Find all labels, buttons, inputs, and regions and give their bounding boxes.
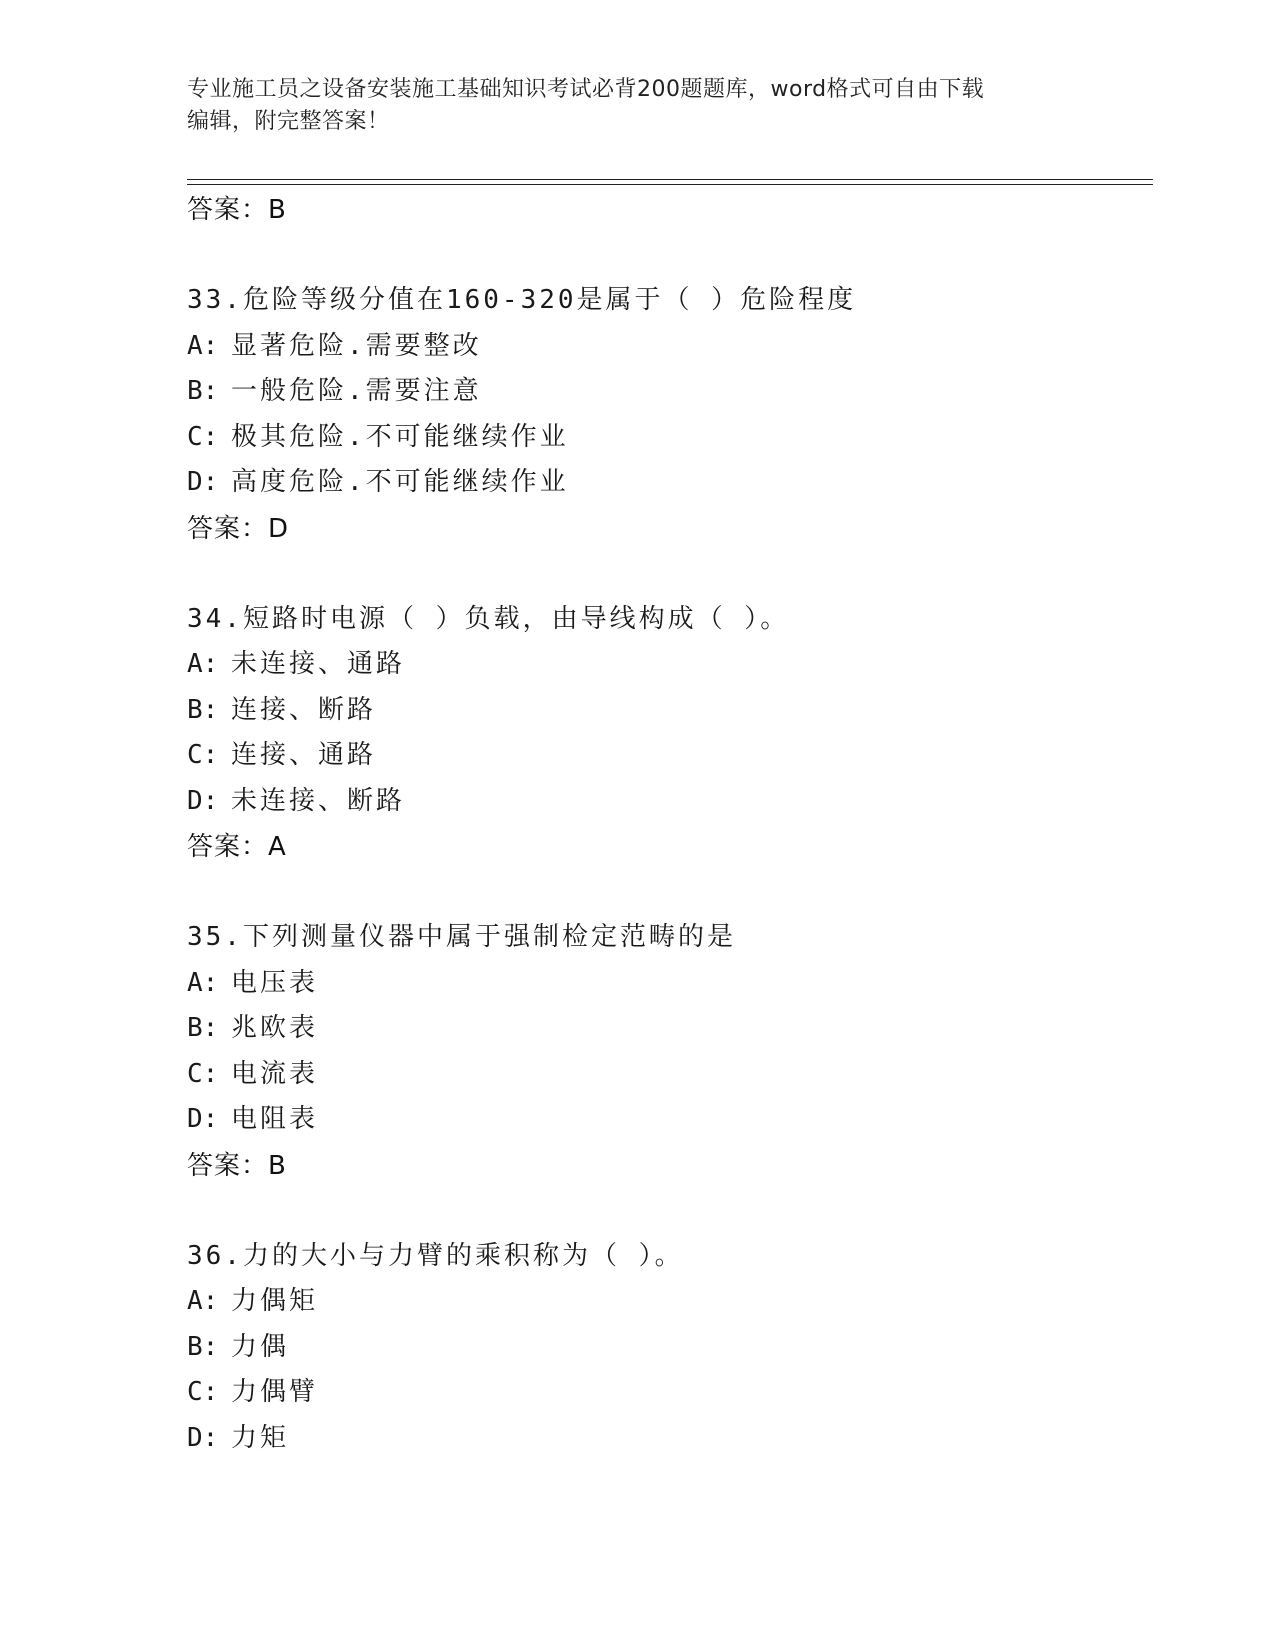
question-list [187, 187, 1153, 1461]
answer-value: B [268, 195, 287, 225]
option-text: 电流表 [231, 1058, 319, 1089]
answer-label: 答案： [187, 513, 269, 544]
option-a [187, 1279, 1153, 1325]
option-c [187, 733, 1153, 779]
answer-label: 答案： [187, 1150, 269, 1181]
option-key: D: [187, 1104, 219, 1134]
question-stem: 36.力的大小与力臂的乘积称为（ ）。 [187, 1240, 684, 1271]
header-rule-bottom [187, 184, 1153, 185]
option-c [187, 1052, 1153, 1098]
answer-value: A [268, 832, 287, 862]
option-key: C: [187, 1377, 219, 1407]
option-text: 连接、通路 [231, 740, 377, 770]
option-key: B: [187, 1013, 219, 1043]
option-d [187, 460, 1153, 506]
option-text: 兆欧表 [231, 1013, 319, 1043]
answer-line [187, 506, 1153, 552]
option-key: B: [187, 1331, 219, 1362]
answer-line [187, 187, 1153, 233]
answer-value: B [268, 1150, 287, 1181]
option-key: C: [187, 1058, 219, 1089]
option-text: 高度危险.不可能继续作业 [231, 467, 569, 497]
document-header [187, 74, 1067, 138]
question-stem: 33.危险等级分值在160-320是属于（ ）危险程度 [187, 285, 857, 315]
option-b [187, 1006, 1153, 1052]
option-text: 电压表 [231, 967, 319, 998]
answer-line [187, 1143, 1153, 1189]
answer-label: 答案： [187, 195, 269, 225]
option-text: 极其危险.不可能继续作业 [231, 421, 569, 452]
option-key: B: [187, 694, 219, 725]
option-text: 连接、断路 [231, 694, 377, 725]
option-text: 未连接、通路 [231, 649, 406, 679]
option-b [187, 1325, 1153, 1371]
option-key: D: [187, 467, 219, 497]
option-a [187, 961, 1153, 1007]
option-key: D: [187, 1422, 219, 1453]
answer-label: 答案： [187, 832, 269, 862]
option-d [187, 1097, 1153, 1143]
option-key: B: [187, 376, 219, 406]
header-line-1: 专业施工员之设备安装施工基础知识考试必背200题题库，word格式可自由下载 [187, 77, 985, 102]
option-text: 未连接、断路 [231, 785, 406, 816]
option-key: A: [187, 967, 219, 998]
answer-line [187, 824, 1153, 870]
option-b [187, 369, 1153, 415]
header-line-2: 编辑，附完整答案！ [187, 109, 390, 134]
option-c [187, 415, 1153, 461]
option-key: A: [187, 1286, 219, 1316]
option-text: 力偶矩 [231, 1286, 319, 1316]
option-a [187, 642, 1153, 688]
option-key: C: [187, 740, 219, 770]
option-b [187, 688, 1153, 734]
option-key: C: [187, 421, 219, 452]
option-key: A: [187, 330, 219, 361]
option-text: 电阻表 [231, 1104, 319, 1134]
option-text: 力偶 [231, 1331, 290, 1362]
option-text: 力偶臂 [231, 1377, 319, 1407]
option-a [187, 324, 1153, 370]
option-d [187, 779, 1153, 825]
option-text: 力矩 [231, 1422, 290, 1453]
header-rule-top [187, 179, 1153, 180]
question-stem: 35.下列测量仪器中属于强制检定范畴的是 [187, 922, 736, 952]
question-stem: 34.短路时电源（ ）负载，由导线构成（ ）。 [187, 603, 790, 634]
option-key: A: [187, 649, 219, 679]
option-text: 显著危险.需要整改 [231, 330, 482, 361]
option-key: D: [187, 785, 219, 816]
answer-value: D [268, 513, 290, 544]
option-c [187, 1370, 1153, 1416]
option-text: 一般危险.需要注意 [231, 376, 482, 406]
option-d [187, 1416, 1153, 1462]
